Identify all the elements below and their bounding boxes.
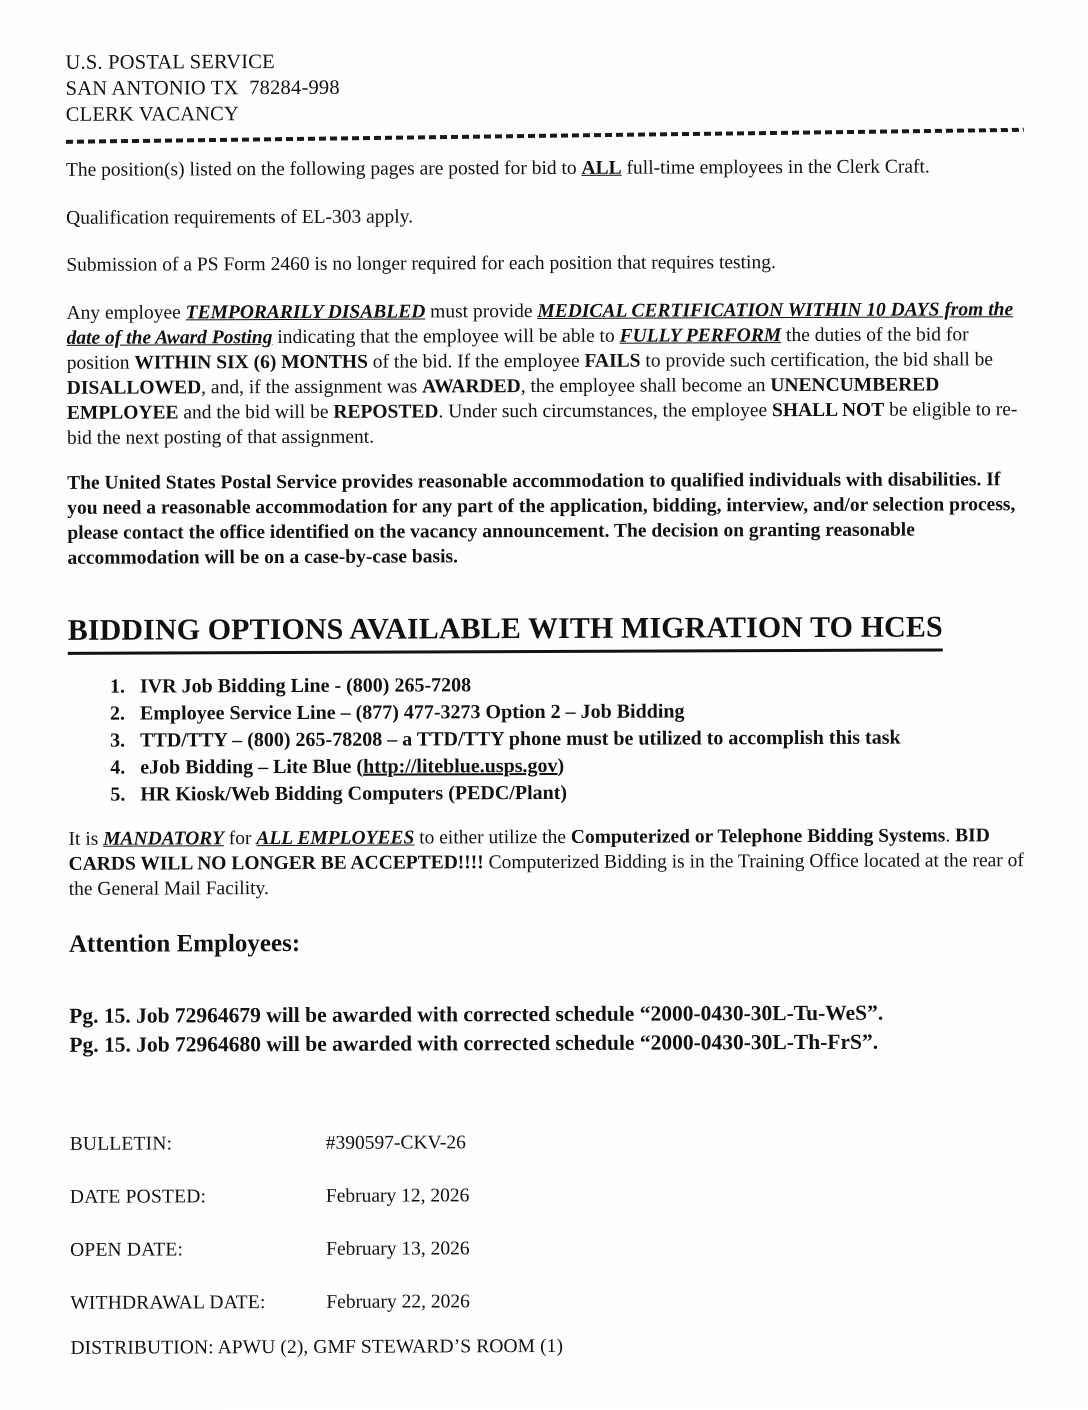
fully-perform-emphasis: FULLY PERFORM [619, 324, 782, 347]
open-date-value: February 13, 2026 [326, 1238, 470, 1260]
bulletin-metadata-table [70, 1132, 470, 1346]
mandatory-text-5: to either utilize the [414, 826, 571, 849]
mandatory-text-1: It is [68, 828, 104, 850]
withdrawal-date-label: WITHDRAWAL DATE: [70, 1292, 266, 1314]
mandatory-text-9: Computerized Bidding is in the Training Office located at the rear of the General Mail Facility. [68, 850, 1024, 900]
intro-text-a: The position(s) listed on the following pages are posted for bid to [65, 157, 582, 181]
reasonable-accommodation-paragraph: The United States Postal Service provides reasonable accommodation to qualified individuals with disabilities. If you need a reasonable accommodation for any part of the application, bidding, interview, and/or selection process, please contact the office identified on the vacancy announcement. The decision on granting reasonable accommodation will be on a case-by-case basis. [67, 468, 1016, 569]
liteblue-link[interactable]: http://liteblue.usps.gov [363, 754, 558, 778]
header-location: SAN ANTONIO TX 78284-998 [65, 76, 340, 100]
document-header [65, 46, 1025, 128]
attention-employees-heading: Attention Employees: [68, 929, 301, 958]
bidding-option-ivr: IVR Job Bidding Line - (800) 265-7208 [139, 673, 472, 698]
disabled-text-17: and the bid will be [178, 401, 334, 423]
mandatory-text-3: for [223, 828, 257, 850]
table-row [70, 1132, 470, 1187]
disabled-text-3: must provide [425, 300, 538, 322]
disabled-text-19: . Under such circumstances, the employee [438, 399, 773, 422]
document-content [65, 46, 1030, 1360]
date-posted-value: February 12, 2026 [325, 1185, 470, 1207]
unencumbered-employee-bold: UNENCUMBERED EMPLOYEE [66, 373, 940, 424]
all-employees-emphasis: ALL EMPLOYEES [256, 827, 415, 850]
computerized-telephone-bidding-bold: Computerized or Telephone Bidding Systems [570, 825, 946, 848]
intro-all-emphasis: ALL [581, 157, 622, 179]
header-document-type: CLERK VACANCY [65, 103, 240, 126]
intro-posting-paragraph [66, 154, 1026, 183]
disabled-text-7: the duties of the bid for position [66, 323, 969, 374]
bidding-option-hr-kiosk: HR Kiosk/Web Bidding Computers (PEDC/Plant) [140, 781, 568, 806]
temporarily-disabled-emphasis: TEMPORARILY DISABLED [185, 300, 426, 323]
within-six-months-bold: WITHIN SIX (6) MONTHS [134, 351, 368, 374]
bulletin-label: BULLETIN: [69, 1133, 173, 1155]
bidding-option-ejob-label: eJob Bidding – Lite Blue ( [140, 755, 364, 779]
distribution-line: DISTRIBUTION: APWU (2), GMF STEWARD’S ROOM (1) [70, 1335, 564, 1359]
list-item [130, 752, 1028, 780]
disabled-text-13: , and, if the assignment was [201, 375, 423, 398]
withdrawal-date-value: February 22, 2026 [326, 1291, 470, 1313]
open-date-label: OPEN DATE: [70, 1239, 184, 1261]
list-item [130, 725, 1028, 753]
attention-note-1: Pg. 15. Job 72964679 will be awarded with corrected schedule “2000-0430-30L-Tu-WeS”. [69, 1000, 884, 1028]
mandatory-emphasis: MANDATORY [103, 828, 224, 850]
disabled-text-1: Any employee [66, 301, 186, 324]
bidding-option-employee-service-line: Employee Service Line – (877) 477-3273 Option 2 – Job Bidding [139, 699, 685, 725]
mandatory-bidding-paragraph [68, 823, 1028, 902]
bid-cards-notice-bold: BID CARDS WILL NO LONGER BE ACCEPTED!!!! [68, 825, 990, 875]
disabled-text-9: of the bid. If the employee [367, 350, 585, 373]
disallowed-bold: DISALLOWED [66, 376, 202, 399]
mandatory-text-7: . [945, 825, 956, 847]
table-row [70, 1238, 470, 1293]
bidding-option-ttd-tty: TTD/TTY – (800) 265-78208 – a TTD/TTY phone must be utilized to accomplish this task [140, 726, 901, 752]
attention-notes [69, 998, 1029, 1060]
intro-text-b: full-time employees in the Clerk Craft. [621, 156, 930, 179]
attention-note-2: Pg. 15. Job 72964680 will be awarded with corrected schedule “2000-0430-30L-Th-FrS”. [69, 1029, 879, 1057]
disabled-text-11: to provide such certification, the bid shall be [640, 348, 994, 372]
list-item [130, 779, 1028, 807]
temporarily-disabled-paragraph [66, 297, 1027, 451]
fails-bold: FAILS [584, 350, 641, 372]
submission-paragraph: Submission of a PS Form 2460 is no longer required for each position that requires testing. [66, 252, 776, 276]
bidding-options-list [68, 671, 1029, 807]
disabled-text-15: , the employee shall become an [520, 374, 771, 397]
list-item [130, 698, 1028, 726]
bidding-option-ejob-close-paren: ) [557, 754, 565, 777]
disabled-text-21: be eligible to re-bid the next posting of that assignment. [66, 398, 1018, 449]
disabled-text-5: indicating that the employee will be able to [272, 325, 620, 348]
table-row [70, 1185, 470, 1240]
bidding-options-heading: BIDDING OPTIONS AVAILABLE WITH MIGRATION TO HCES [68, 609, 943, 654]
list-item [130, 671, 1028, 699]
awarded-bold: AWARDED [422, 375, 521, 397]
horizontal-dashed-divider [66, 128, 1024, 144]
header-organization: U.S. POSTAL SERVICE [65, 51, 275, 74]
medical-certification-emphasis: MEDICAL CERTIFICATION WITHIN 10 DAYS from the date of the Award Posting [66, 298, 1014, 349]
bulletin-value: #390597-CKV-26 [325, 1132, 466, 1154]
shall-not-bold: SHALL NOT [771, 399, 885, 421]
date-posted-label: DATE POSTED: [69, 1186, 207, 1208]
qualification-paragraph: Qualification requirements of EL-303 apply. [66, 205, 414, 229]
reposted-bold: REPOSTED [333, 400, 439, 423]
